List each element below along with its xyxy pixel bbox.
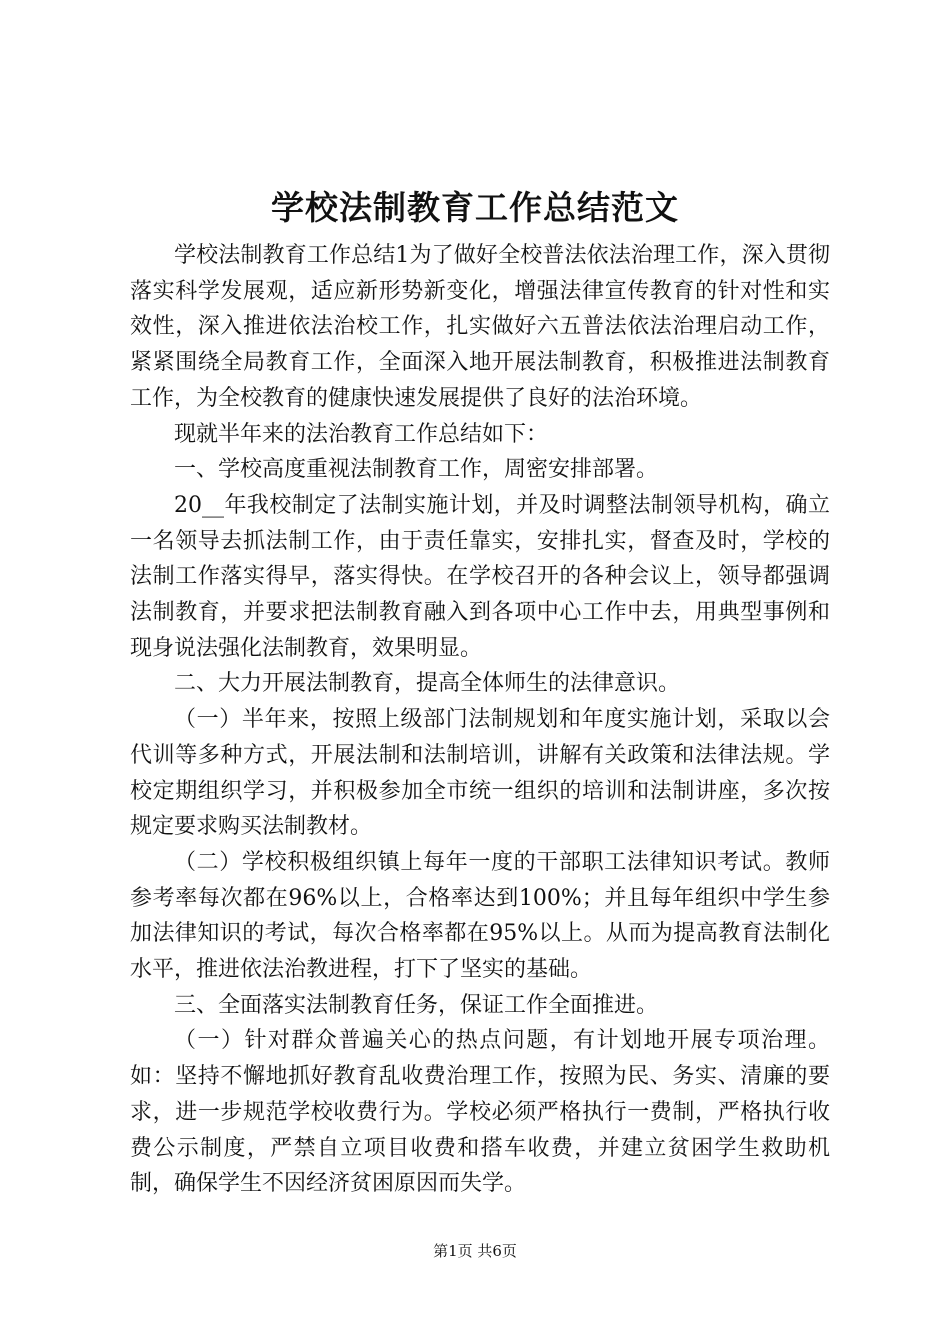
paragraph-3: 20__年我校制定了法制实施计划，并及时调整法制领导机构，确立一名领导去抓法制工作，由于责任靠实，安排扎实，督查及时，学校的法制工作落实得早，落实得快。在学校召开的各种会议上，领导都强调法制教育，并要求把法制教育融入到各项中心工作中去，用典型事例和现身说法强化法制教育，效果明显。 [130, 492, 830, 661]
paragraph-2: 现就半年来的法治教育工作总结如下： [174, 421, 549, 447]
section-heading-2: 二、大力开展法制教育，提高全体师生的法律意识。 [174, 671, 681, 697]
paragraph-6: （一）针对群众普遍关心的热点问题，有计划地开展专项治理。如：坚持不懈地抓好教育乱收费治理工作，按照为民、务实、清廉的要求，进一步规范学校收费行为。学校必须严格执行一费制，严格执行收费公示制度，严禁自立项目收费和搭车收费，并建立贫困学生救助机制，确保学生不因经济贫困原因而失学。 [130, 1028, 830, 1197]
paragraph-4: （一）半年来，按照上级部门法制规划和年度实施计划，采取以会代训等多种方式，开展法制和法制培训，讲解有关政策和法律法规。学校定期组织学习，并积极参加全市统一组织的培训和法制讲座，多次按规定要求购买法制教材。 [130, 707, 830, 840]
document-body [130, 238, 830, 1202]
page-indicator: 第1页 共6页 [433, 1242, 517, 1260]
paragraph-5: （二）学校积极组织镇上每年一度的干部职工法律知识考试。教师参考率每次都在96%以上，合格率达到100%；并且每年组织中学生参加法律知识的考试，每次合格率都在95%以上。从而为提高教育法制化水平，推进依法治教进程，打下了坚实的基础。 [130, 849, 830, 983]
paragraph-1: 学校法制教育工作总结1为了做好全校普法依法治理工作，深入贯彻落实科学发展观，适应新形势新变化，增强法律宣传教育的针对性和实效性，深入推进依法治校工作，扎实做好六五普法依法治理启动工作，紧紧围绕全局教育工作，全面深入地开展法制教育，积极推进法制教育工作，为全校教育的健康快速发展提供了良好的法治环境。 [130, 243, 830, 411]
section-heading-3: 三、全面落实法制教育任务，保证工作全面推进。 [174, 992, 659, 1018]
section-heading-1: 一、学校高度重视法制教育工作，周密安排部署。 [174, 457, 659, 483]
document-title: 学校法制教育工作总结范文 [271, 188, 679, 227]
